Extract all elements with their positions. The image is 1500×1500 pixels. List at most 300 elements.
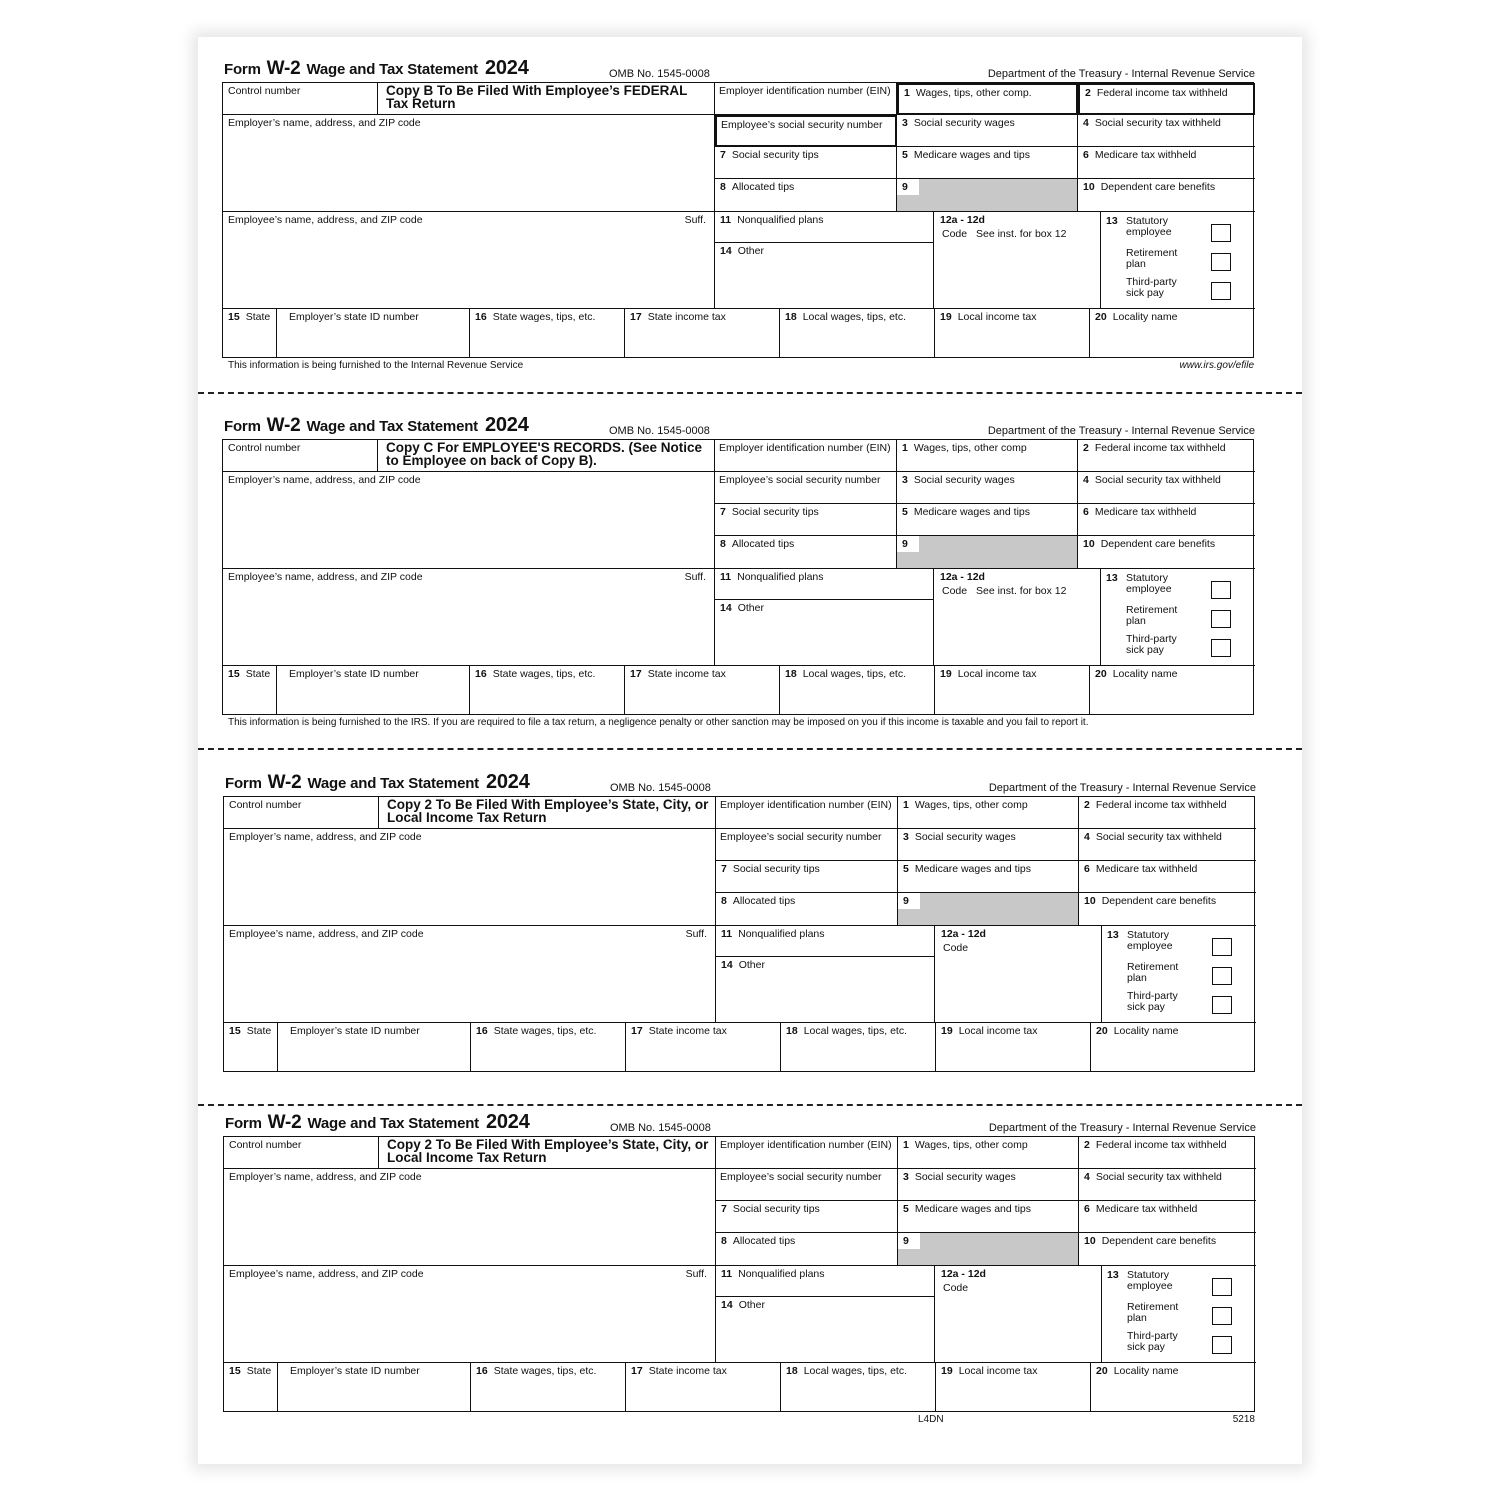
box-label: Medicare tax withheld [1095, 863, 1198, 875]
box-label: Dependent care benefits [1101, 895, 1217, 907]
box-15-state-id[interactable] [277, 309, 470, 357]
box-number: 11 [721, 1268, 733, 1280]
box-label: Dependent care benefits [1100, 181, 1216, 193]
tax-year: 2024 [485, 1111, 530, 1133]
omb-number: OMB No. 1545-0008 [610, 782, 711, 794]
box-number: 19 [940, 311, 952, 323]
box-5[interactable] [898, 1201, 1079, 1233]
copy-designation[interactable] [379, 1137, 716, 1169]
box-15-state[interactable] [224, 1023, 278, 1071]
box-14[interactable] [715, 243, 934, 309]
box-number: 5 [903, 1203, 909, 1215]
box-6[interactable] [1078, 147, 1255, 179]
ein-box[interactable] [716, 1137, 898, 1169]
box-label: Federal income tax withheld [1095, 1139, 1227, 1151]
furnished-notice: This information is being furnished to the Internal Revenue Service [228, 360, 524, 371]
box-label: Federal income tax withheld [1095, 799, 1227, 811]
box-label: State [246, 1025, 272, 1037]
box-10[interactable] [1078, 536, 1255, 569]
box-label: Locality name [1112, 668, 1178, 680]
box-label: Dependent care benefits [1101, 1235, 1217, 1247]
third-party-label: Third-party sick pay [1126, 633, 1177, 656]
shaded-area [897, 552, 919, 568]
form-code: L4DN [918, 1414, 944, 1425]
box-number: 15 [229, 1365, 241, 1377]
box-number: 17 [631, 1025, 643, 1037]
ssn-box[interactable] [716, 1169, 898, 1201]
box-number: 6 [1084, 1203, 1090, 1215]
box-label: Employer’s name, address, and ZIP code [228, 474, 421, 486]
omb-number: OMB No. 1545-0008 [609, 425, 710, 437]
box-12[interactable] [935, 1266, 1102, 1363]
box-11[interactable] [716, 926, 935, 957]
box-7[interactable] [715, 504, 897, 536]
box-number: 14 [720, 602, 732, 614]
employee-name-box[interactable] [223, 212, 715, 309]
box-label: Medicare wages and tips [913, 506, 1030, 518]
box-label: Local wages, tips, etc. [803, 1025, 907, 1037]
box-number: 6 [1084, 863, 1090, 875]
box-17[interactable] [625, 666, 780, 714]
statutory-employee-checkbox[interactable] [1212, 938, 1232, 956]
box-16[interactable] [471, 1363, 626, 1411]
box-17[interactable] [626, 1363, 781, 1411]
retirement-plan-checkbox[interactable] [1211, 253, 1231, 271]
form-title: Form W-2 Wage and Tax Statement 2024 [224, 414, 529, 436]
box-19[interactable] [936, 1363, 1091, 1411]
box-label: Employee’s social security number [721, 119, 883, 131]
box-16[interactable] [471, 1023, 626, 1071]
third-party-label: Third-party sick pay [1127, 1330, 1178, 1353]
shaded-area [898, 909, 920, 925]
box-label: Wages, tips, other comp. [915, 87, 1032, 99]
box-3[interactable] [898, 829, 1079, 861]
box-number: 13 [1106, 215, 1118, 227]
box-16[interactable] [470, 666, 625, 714]
copy-designation[interactable] [378, 440, 715, 472]
box-number: 9 [902, 181, 908, 193]
box-11[interactable] [716, 1266, 935, 1297]
box-label: Wages, tips, other comp [913, 442, 1027, 454]
retirement-plan-checkbox[interactable] [1211, 610, 1231, 628]
box-label: Locality name [1113, 1025, 1179, 1037]
box-label: Federal income tax withheld [1094, 442, 1226, 454]
box-18[interactable] [780, 309, 935, 357]
box-17[interactable] [625, 309, 780, 357]
box-number: 20 [1095, 668, 1107, 680]
box-label: Local income tax [958, 1365, 1038, 1377]
third-party-label: Third-party sick pay [1126, 276, 1177, 299]
footer-right: 5218 [1232, 1414, 1255, 1425]
box-number: 7 [720, 149, 726, 161]
shaded-area [919, 536, 1077, 568]
statutory-label: Statutory employee [1127, 929, 1173, 952]
box-number: 11 [720, 214, 732, 226]
ssn-box[interactable] [715, 472, 897, 504]
shaded-area [920, 1233, 1078, 1265]
box-label: Employer’s name, address, and ZIP code [229, 1171, 422, 1183]
box-label: Control number [228, 85, 301, 97]
box-label: Employee’s social security number [720, 831, 882, 843]
box-number: 1 [904, 87, 910, 99]
department-name: Department of the Treasury - Internal Revenue Service [987, 68, 1255, 80]
box-12-label: 12a - 12d [940, 571, 985, 583]
box-2[interactable] [1078, 83, 1255, 115]
box-number: 13 [1107, 929, 1119, 941]
box-number: 16 [475, 668, 487, 680]
perforation-line [198, 748, 1302, 750]
ein-box[interactable] [715, 83, 897, 115]
box-label: Nonqualified plans [737, 571, 824, 583]
box-label: Locality name [1112, 311, 1178, 323]
box-number: 10 [1083, 181, 1095, 193]
box-18[interactable] [781, 1363, 936, 1411]
box-12-label: 12a - 12d [941, 1268, 986, 1280]
box-number: 10 [1084, 895, 1096, 907]
shaded-area [919, 179, 1077, 211]
box-15-state-id[interactable] [278, 1023, 471, 1071]
box-label: Nonqualified plans [738, 1268, 825, 1280]
department-name: Department of the Treasury - Internal Revenue Service [988, 782, 1256, 794]
box-number: 10 [1084, 1235, 1096, 1247]
box-label: State [245, 311, 271, 323]
control-number-box[interactable] [223, 440, 378, 472]
box-number: 19 [940, 668, 952, 680]
ssn-box[interactable] [715, 115, 897, 147]
box-5[interactable] [897, 147, 1078, 179]
box-12-instructions: See inst. for box 12 [976, 228, 1067, 240]
box-number: 20 [1095, 311, 1107, 323]
tax-year: 2024 [484, 57, 529, 79]
box-number: 8 [721, 1235, 727, 1247]
control-number-box[interactable] [223, 83, 378, 115]
box-12[interactable] [934, 569, 1101, 666]
box-label: Social security tips [732, 863, 820, 875]
box-12[interactable] [934, 212, 1101, 309]
retirement-label: Retirement plan [1126, 604, 1178, 627]
box-label: Employee’s social security number [719, 474, 881, 486]
box-number: 18 [786, 1025, 798, 1037]
box-8[interactable] [716, 893, 898, 926]
box-label: State income tax [648, 1365, 727, 1377]
department-name: Department of the Treasury - Internal Revenue Service [988, 1122, 1256, 1134]
box-12-code-label: Code [942, 585, 968, 597]
box-3[interactable] [897, 472, 1078, 504]
box-label: Social security tax withheld [1095, 831, 1222, 843]
employer-name-box[interactable] [224, 1169, 716, 1266]
box-4[interactable] [1079, 829, 1256, 861]
ein-box[interactable] [715, 440, 897, 472]
statutory-label: Statutory employee [1126, 215, 1172, 238]
box-number: 16 [475, 311, 487, 323]
box-15-state[interactable] [223, 666, 277, 714]
box-number: 10 [1083, 538, 1095, 550]
ein-box[interactable] [716, 797, 898, 829]
box-12-label: 12a - 12d [940, 214, 985, 226]
third-party-sick-pay-checkbox[interactable] [1212, 1336, 1232, 1354]
box-8[interactable] [716, 1233, 898, 1266]
box-number: 7 [720, 506, 726, 518]
box-17[interactable] [626, 1023, 781, 1071]
box-number: 2 [1084, 799, 1090, 811]
statutory-employee-checkbox[interactable] [1211, 224, 1231, 242]
box-3[interactable] [897, 115, 1078, 147]
box-number: 4 [1083, 474, 1089, 486]
box-number: 13 [1106, 572, 1118, 584]
box-label: Local wages, tips, etc. [802, 668, 906, 680]
copy-title: Copy 2 To Be Filed With Employee’s State, City, or Local Income Tax Return [387, 797, 709, 825]
box-label: Nonqualified plans [737, 214, 824, 226]
box-12-label: 12a - 12d [941, 928, 986, 940]
furnished-notice: This information is being furnished to the IRS. If you are required to file a tax return, a negligence penalty or other sanction may be imposed on you if this income is taxable and you fail to report it. [228, 717, 1089, 728]
box-5[interactable] [898, 861, 1079, 893]
box-6[interactable] [1078, 504, 1255, 536]
copy-title: Copy C For EMPLOYEE'S RECORDS. (See Notice to Employee on back of Copy B). [386, 440, 703, 468]
box-20[interactable] [1091, 1363, 1256, 1411]
form-title: Form W-2 Wage and Tax Statement 2024 [225, 1111, 530, 1133]
box-label: Social security tips [731, 149, 819, 161]
box-20[interactable] [1091, 1023, 1256, 1071]
box-8[interactable] [715, 179, 897, 212]
form-header [222, 58, 1257, 80]
w2-form-grid [223, 796, 1255, 1072]
w2-form-grid [222, 82, 1254, 358]
employee-name-box[interactable] [224, 1266, 716, 1363]
box-number: 17 [630, 311, 642, 323]
box-number: 4 [1084, 1171, 1090, 1183]
employer-name-box[interactable] [223, 115, 715, 212]
box-19[interactable] [935, 309, 1090, 357]
box-number: 6 [1083, 149, 1089, 161]
box-number: 20 [1096, 1365, 1108, 1377]
copy-title: Copy B To Be Filed With Employee’s FEDERAL Tax Return [386, 83, 688, 111]
control-number-box[interactable] [224, 1137, 379, 1169]
statutory-employee-checkbox[interactable] [1211, 581, 1231, 599]
box-number: 14 [721, 1299, 733, 1311]
box-label: Control number [229, 799, 302, 811]
box-number: 11 [720, 571, 732, 583]
box-19[interactable] [935, 666, 1090, 714]
copy-designation[interactable] [378, 83, 715, 115]
ssn-box[interactable] [716, 829, 898, 861]
box-label: Other [738, 959, 765, 971]
third-party-sick-pay-checkbox[interactable] [1211, 639, 1231, 657]
box-13[interactable] [1101, 212, 1255, 309]
box-5[interactable] [897, 504, 1078, 536]
box-1[interactable] [897, 83, 1078, 115]
box-13[interactable] [1101, 569, 1255, 666]
box-14[interactable] [715, 600, 934, 666]
retirement-plan-checkbox[interactable] [1212, 1307, 1232, 1325]
form-title: Form W-2 Wage and Tax Statement 2024 [225, 771, 530, 793]
box-9[interactable] [898, 1233, 1079, 1266]
box-number: 3 [903, 831, 909, 843]
box-9[interactable] [898, 893, 1079, 926]
box-label: Employer identification number (EIN) [719, 85, 891, 97]
box-10[interactable] [1078, 179, 1255, 212]
box-10[interactable] [1079, 1233, 1256, 1266]
box-label: Local income tax [957, 668, 1037, 680]
box-label: State [245, 668, 271, 680]
box-number: 3 [903, 1171, 909, 1183]
box-16[interactable] [470, 309, 625, 357]
box-label: Local income tax [958, 1025, 1038, 1037]
box-number: 16 [476, 1365, 488, 1377]
box-label: Local wages, tips, etc. [802, 311, 906, 323]
statutory-label: Statutory employee [1127, 1269, 1173, 1292]
box-number: 17 [630, 668, 642, 680]
box-6[interactable] [1079, 861, 1256, 893]
box-label: State income tax [648, 1025, 727, 1037]
box-number: 15 [228, 668, 240, 680]
box-4[interactable] [1079, 1169, 1256, 1201]
box-label: Employer’s state ID number [290, 1365, 420, 1377]
box-3[interactable] [898, 1169, 1079, 1201]
box-1[interactable] [897, 440, 1078, 472]
box-number: 3 [902, 474, 908, 486]
box-number: 15 [229, 1025, 241, 1037]
box-label: State income tax [647, 311, 726, 323]
box-number: 1 [903, 799, 909, 811]
box-label: Medicare wages and tips [913, 149, 1030, 161]
box-12[interactable] [935, 926, 1102, 1023]
box-20[interactable] [1090, 309, 1255, 357]
box-9[interactable] [897, 179, 1078, 212]
control-number-box[interactable] [224, 797, 379, 829]
third-party-sick-pay-checkbox[interactable] [1211, 282, 1231, 300]
employer-name-box[interactable] [224, 829, 716, 926]
box-18[interactable] [781, 1023, 936, 1071]
statutory-employee-checkbox[interactable] [1212, 1278, 1232, 1296]
box-label: Employer’s name, address, and ZIP code [228, 117, 421, 129]
box-number: 18 [785, 311, 797, 323]
box-label: Social security tips [731, 506, 819, 518]
omb-number: OMB No. 1545-0008 [610, 1122, 711, 1134]
box-19[interactable] [936, 1023, 1091, 1071]
box-1[interactable] [898, 1137, 1079, 1169]
box-18[interactable] [780, 666, 935, 714]
box-number: 2 [1084, 1139, 1090, 1151]
box-13[interactable] [1102, 1266, 1256, 1363]
copy-designation[interactable] [379, 797, 716, 829]
box-20[interactable] [1090, 666, 1255, 714]
box-label: Control number [228, 442, 301, 454]
shaded-area [897, 195, 919, 211]
form-header [223, 1112, 1258, 1134]
box-7[interactable] [715, 147, 897, 179]
box-15-state-id[interactable] [277, 666, 470, 714]
box-number: 15 [228, 311, 240, 323]
box-number: 5 [902, 149, 908, 161]
box-number: 14 [720, 245, 732, 257]
box-label: Medicare wages and tips [914, 863, 1031, 875]
suffix-label: Suff. [685, 1268, 707, 1280]
box-label: Locality name [1113, 1365, 1179, 1377]
box-label: Other [738, 1299, 765, 1311]
box-11[interactable] [715, 212, 934, 243]
box-label: Federal income tax withheld [1096, 87, 1228, 99]
box-15-state[interactable] [224, 1363, 278, 1411]
box-number: 3 [902, 117, 908, 129]
box-number: 14 [721, 959, 733, 971]
box-6[interactable] [1079, 1201, 1256, 1233]
box-number: 9 [903, 1235, 909, 1247]
shaded-area [920, 893, 1078, 925]
box-label: Employer’s state ID number [289, 311, 419, 323]
box-label: Employee’s name, address, and ZIP code [229, 1268, 424, 1280]
box-7[interactable] [716, 1201, 898, 1233]
box-label: Dependent care benefits [1100, 538, 1216, 550]
box-label: Social security wages [914, 831, 1016, 843]
box-9[interactable] [897, 536, 1078, 569]
box-label: Wages, tips, other comp [914, 799, 1028, 811]
box-13[interactable] [1102, 926, 1256, 1023]
perforation-line [198, 1104, 1302, 1106]
box-number: 2 [1083, 442, 1089, 454]
box-label: Wages, tips, other comp [914, 1139, 1028, 1151]
box-8[interactable] [715, 536, 897, 569]
employer-name-box[interactable] [223, 472, 715, 569]
box-14[interactable] [716, 957, 935, 1023]
box-4[interactable] [1078, 472, 1255, 504]
box-number: 16 [476, 1025, 488, 1037]
box-number: 19 [941, 1365, 953, 1377]
box-14[interactable] [716, 1297, 935, 1363]
box-number: 6 [1083, 506, 1089, 518]
footer-right: www.irs.gov/efile [1179, 360, 1254, 371]
box-label: Social security wages [913, 474, 1015, 486]
box-2[interactable] [1079, 797, 1256, 829]
box-label: Medicare wages and tips [914, 1203, 1031, 1215]
box-label: Social security tips [732, 1203, 820, 1215]
box-label: Employer’s name, address, and ZIP code [229, 831, 422, 843]
box-label: Social security tax withheld [1094, 474, 1221, 486]
box-15-state-id[interactable] [278, 1363, 471, 1411]
box-number: 5 [903, 863, 909, 875]
box-label: Nonqualified plans [738, 928, 825, 940]
suffix-label: Suff. [684, 214, 706, 226]
suffix-label: Suff. [684, 571, 706, 583]
copy-title: Copy 2 To Be Filed With Employee’s State, City, or Local Income Tax Return [387, 1137, 709, 1165]
box-2[interactable] [1078, 440, 1255, 472]
box-number: 2 [1085, 87, 1091, 99]
box-15-state[interactable] [223, 309, 277, 357]
box-label: Employer’s state ID number [289, 668, 419, 680]
box-12-code-label: Code [942, 228, 968, 240]
third-party-sick-pay-checkbox[interactable] [1212, 996, 1232, 1014]
employee-name-box[interactable] [223, 569, 715, 666]
box-label: Local wages, tips, etc. [803, 1365, 907, 1377]
box-label: Employee’s name, address, and ZIP code [228, 214, 423, 226]
employee-name-box[interactable] [224, 926, 716, 1023]
box-1[interactable] [898, 797, 1079, 829]
box-4[interactable] [1078, 115, 1255, 147]
box-label: Medicare tax withheld [1095, 1203, 1198, 1215]
box-label: Allocated tips [732, 1235, 796, 1247]
box-2[interactable] [1079, 1137, 1256, 1169]
shaded-area [898, 1249, 920, 1265]
box-7[interactable] [716, 861, 898, 893]
box-number: 11 [721, 928, 733, 940]
box-10[interactable] [1079, 893, 1256, 926]
tax-year: 2024 [485, 771, 530, 793]
box-11[interactable] [715, 569, 934, 600]
suffix-label: Suff. [685, 928, 707, 940]
box-12-instructions: See inst. for box 12 [976, 585, 1067, 597]
retirement-plan-checkbox[interactable] [1212, 967, 1232, 985]
box-label: Other [737, 245, 764, 257]
retirement-label: Retirement plan [1126, 247, 1178, 270]
